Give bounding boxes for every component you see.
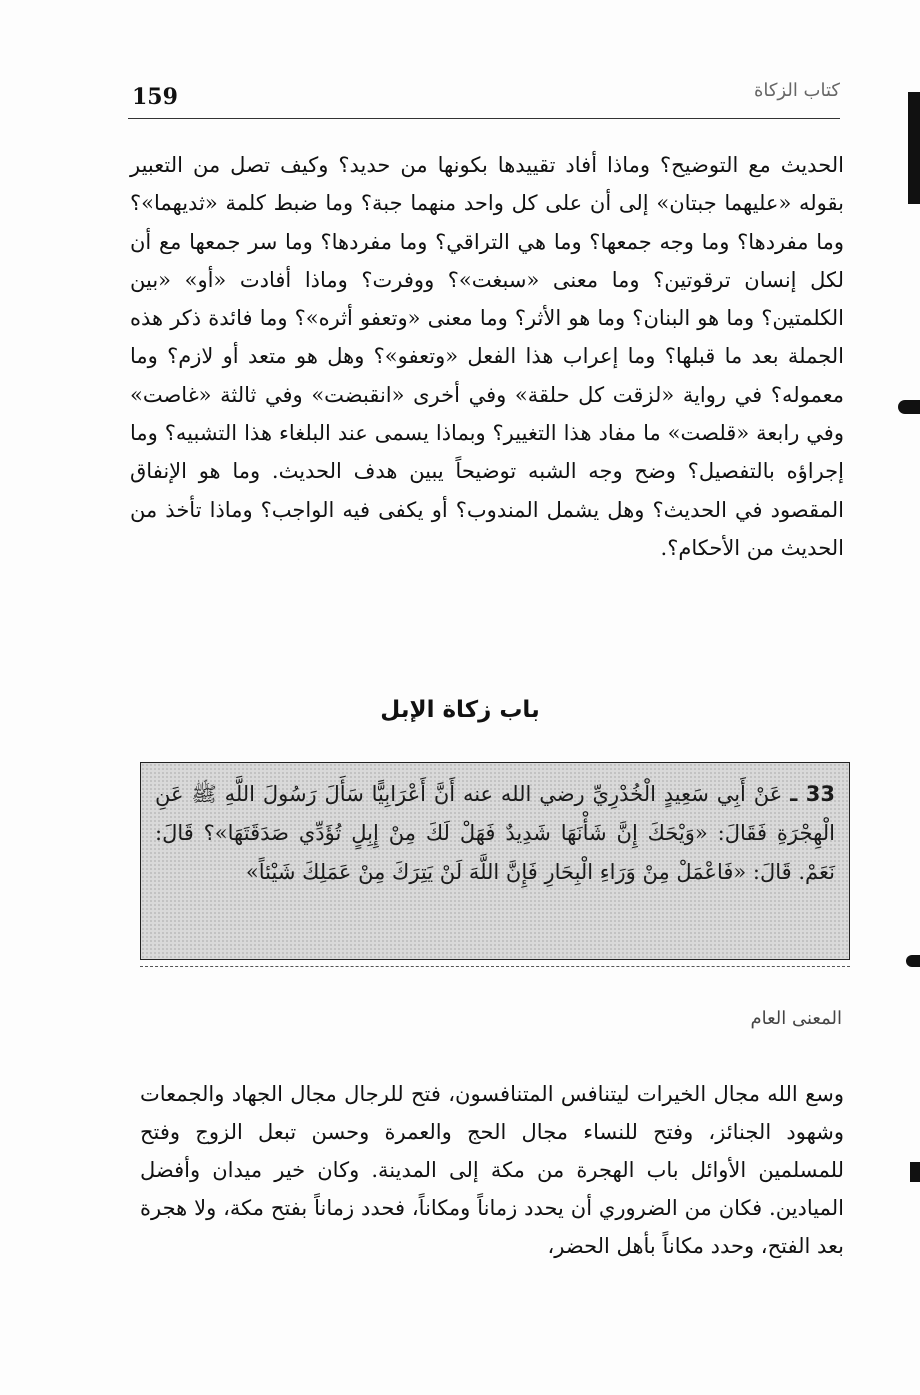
hadith-text xyxy=(155,775,835,892)
hadith-body: عَنْ أَبِي سَعِيدٍ الْخُدْرِيِّ رضي الله عنه أَنَّ أَعْرَابِيًّا سَأَلَ رَسُولَ اللَّهِ ﷺ عَنِ الْهِجْرَةِ فَقَالَ: «وَيْحَكَ إِنَّ شَأْنَهَا شَدِيدٌ فَهَلْ لَكَ مِنْ إِبِلٍ تُؤَدِّي صَدَقَتَهَا»؟ قَالَ: نَعَمْ. قَالَ: «فَاعْمَلْ مِنْ وَرَاءِ الْبِحَارِ فَإِنَّ اللَّهَ لَنْ يَتِرَكَ مِنْ عَمَلِكَ شَيْئاً» xyxy=(155,782,835,884)
page-header xyxy=(128,74,840,119)
scan-edge-mark xyxy=(910,1162,920,1182)
intro-paragraph: الحديث مع التوضيح؟ وماذا أفاد تقييدها بكونها من حديد؟ وكيف تصل من التعبير بقوله «عليهما جبتان» إلى أن على كل واحد منهما جبة؟ وما ضبط كلمة «ثديهما»؟ وما مفردها؟ وما وجه جمعها؟ وما هي التراقي؟ وما مفردها؟ وما سر جمعها مع أن لكل إنسان ترقوتين؟ وما معنى «سبغت»؟ ووفرت؟ وماذا أفادت «أو» «بين الكلمتين؟ وما هو البنان؟ وما هو الأثر؟ وما معنى «وتعفو أثره»؟ وما فائدة ذكر هذه الجملة بعد ما قبلها؟ وما إعراب هذا الفعل «وتعفو»؟ وهل هو متعد أو لازم؟ وما معموله؟ في رواية «لزقت كل حلقة» وفي أخرى «انقبضت» وفي ثالثة «غاصت» وفي رابعة «قلصت» ما مفاد هذا التغيير؟ وبماذا يسمى عند البلغاء هذا التشبيه؟ وما إجراؤه بالتفصيل؟ وضح وجه الشبه توضيحاً يبين هدف الحديث. وما هو الإنفاق المقصود في الحديث؟ وهل يشمل المندوب؟ أو يكفى فيه الواجب؟ وماذا تأخذ من الحديث من الأحكام؟. xyxy=(130,153,844,560)
page-number: 159 xyxy=(132,84,178,110)
section-title: باب زكاة الإبل xyxy=(380,697,540,723)
running-head: كتاب الزكاة xyxy=(753,80,840,101)
scan-edge-mark xyxy=(908,92,920,204)
hadith-box xyxy=(140,762,850,960)
meaning-paragraph: وسع الله مجال الخيرات ليتنافس المتنافسون، فتح للرجال مجال الجهاد والجمعات وشهود الجنائز، وفتح للنساء مجال الحج والعمرة وحسن تبعل الزوج وفتح للمسلمين الأوائل باب الهجرة من مكة إلى المدينة. وكان خير ميدان وأفضل الميادين. فكان من الضروري أن يحدد زماناً ومكاناً، فحدد زماناً بفتح مكة، ولا هجرة بعد الفتح، وحدد مكاناً بأهل الحضر، xyxy=(140,1082,844,1258)
hadith-number: 33 ـ xyxy=(790,782,836,806)
subheading: المعنى العام xyxy=(750,1008,842,1029)
scan-edge-mark xyxy=(898,400,920,414)
scan-edge-mark xyxy=(906,955,920,967)
